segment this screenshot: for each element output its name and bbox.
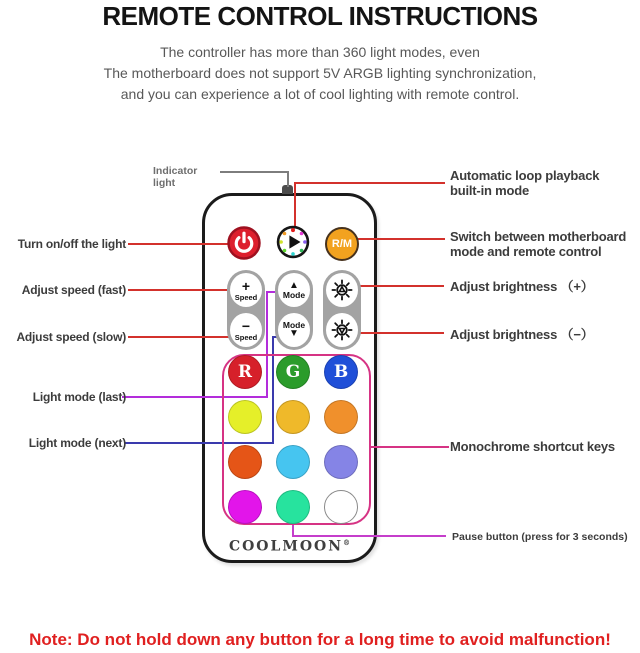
footer-note: Note: Do not hold down any button for a long time to avoid malfunction!: [29, 630, 611, 649]
color-button-periwinkle: [324, 445, 358, 479]
subtitle-line-1: The controller has more than 360 light modes, even: [160, 44, 480, 60]
line-brightness-minus: [359, 332, 444, 334]
color-button-orange-red: [228, 445, 262, 479]
auto-loop-button: [276, 225, 310, 259]
color-button-gold: [276, 400, 310, 434]
label-mode-last: Light mode (last): [32, 390, 126, 404]
color-button-letter: B: [333, 362, 349, 382]
line-monochrome: [371, 446, 449, 448]
mode-down-label: Mode: [282, 319, 306, 330]
color-button-magenta: [228, 490, 262, 524]
mode-up-label: Mode: [282, 289, 306, 300]
brand-logo: [202, 538, 377, 555]
play-icon: [276, 225, 310, 259]
label-speed-slow: Adjust speed (slow): [16, 330, 126, 344]
label-speed-fast: Adjust speed (fast): [21, 283, 126, 297]
plus-icon: +: [241, 277, 251, 294]
mode-up-button: [278, 273, 310, 307]
color-button-blue: [324, 355, 358, 389]
mode-down-button: [278, 313, 310, 347]
minus-icon: −: [241, 317, 251, 334]
line-rm: [358, 238, 445, 240]
line-power: [128, 243, 231, 245]
subtitle-line-2: The motherboard does not support 5V ARGB lighting synchronization,: [103, 65, 537, 81]
color-button-white: [324, 490, 358, 524]
color-button-yellow: [228, 400, 262, 434]
arrow-down-icon: ▼: [289, 328, 299, 340]
rm-button: [325, 227, 359, 261]
label-pause: Pause button (press for 3 seconds): [452, 531, 628, 543]
line-pause-h: [292, 535, 446, 537]
line-indicator-h: [220, 171, 288, 173]
speed-plus-button: [230, 273, 262, 307]
line-brightness-plus: [359, 285, 444, 287]
rm-button-label: R/M: [331, 238, 353, 250]
line-autoloop-h: [294, 182, 445, 184]
line-speed-slow: [128, 336, 233, 338]
line-indicator-v: [287, 171, 289, 187]
color-button-spring-green: [276, 490, 310, 524]
line-speed-fast: [128, 289, 233, 291]
label-auto-loop: Automatic loop playback built-in mode: [450, 168, 600, 198]
color-button-orange: [324, 400, 358, 434]
brightness-plus-button: [326, 273, 358, 307]
speed-minus-label: Speed: [234, 332, 258, 342]
registered-mark: ®: [343, 538, 351, 547]
arrow-up-icon: ▲: [289, 279, 299, 291]
label-monochrome: Monochrome shortcut keys: [450, 439, 615, 454]
label-brightness-plus: Adjust brightness （+）: [450, 279, 594, 294]
color-button-cyan: [276, 445, 310, 479]
speed-minus-button: [230, 313, 262, 347]
brightness-minus-button: [326, 313, 358, 347]
label-indicator-light: Indicator light: [153, 165, 198, 189]
brand-text: COOLMOON: [228, 538, 344, 555]
mode-pill: [275, 270, 313, 350]
label-switch-mode: Switch between motherboard mode and remote control: [450, 229, 627, 259]
subtitle-line-3: and you can experience a lot of cool lighting with remote control.: [120, 86, 520, 102]
speed-pill: [227, 270, 265, 350]
speed-plus-label: Speed: [234, 292, 258, 302]
power-icon: [227, 226, 261, 260]
label-mode-next: Light mode (next): [28, 436, 126, 450]
color-button-letter: G: [285, 362, 301, 382]
color-button-red: [228, 355, 262, 389]
color-button-letter: R: [237, 362, 253, 382]
brightness-pill: [323, 270, 361, 350]
page-title: REMOTE CONTROL INSTRUCTIONS: [102, 1, 538, 31]
color-button-green: [276, 355, 310, 389]
label-brightness-minus: Adjust brightness （−）: [450, 327, 594, 342]
brightness-up-icon: [330, 278, 354, 302]
brightness-down-icon: [330, 318, 354, 342]
label-power: Turn on/off the light: [17, 237, 126, 251]
power-button: [227, 226, 261, 260]
color-grid: [228, 355, 358, 524]
